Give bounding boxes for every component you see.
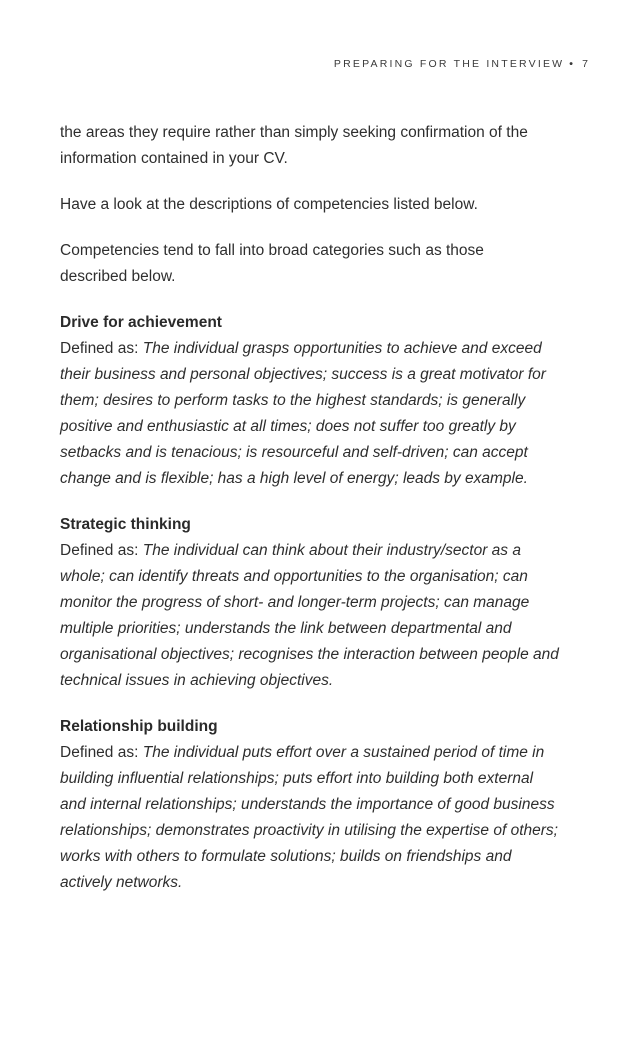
definition-text: relationships; demonstrates proactivity in utilising the expertise of others; xyxy=(60,822,558,839)
definition-text: change and is flexible; has a high level of energy; leads by example. xyxy=(60,470,528,487)
defined-as-label: Defined as: xyxy=(60,744,139,761)
definition-line xyxy=(60,590,600,616)
text-line: the areas they require rather than simply seeking confirmation of the xyxy=(60,124,528,141)
definition-line xyxy=(60,668,600,694)
running-title: PREPARING FOR THE INTERVIEW xyxy=(333,58,565,70)
page-number: 7 xyxy=(582,58,588,70)
definition-line xyxy=(60,388,600,414)
definition-line xyxy=(60,564,600,590)
definition-text: them; desires to perform tasks to the highest standards; is generally xyxy=(60,392,526,409)
text-line: information contained in your CV. xyxy=(60,150,288,167)
intro-paragraph xyxy=(60,192,600,218)
definition-line xyxy=(60,362,600,388)
definition-line xyxy=(60,642,600,668)
competency-section xyxy=(60,512,600,694)
definition-text: The individual can think about their industry/sector as a xyxy=(142,542,521,559)
text-line: Have a look at the descriptions of competencies listed below. xyxy=(60,196,478,213)
definition-text: works with others to formulate solutions; builds on friendships and xyxy=(60,848,512,865)
definition-text: organisational objectives; recognises the interaction between people and xyxy=(60,646,559,663)
definition-line xyxy=(60,440,600,466)
intro-paragraph xyxy=(60,120,600,172)
definition-text: actively networks. xyxy=(60,874,183,891)
definition-line xyxy=(60,844,600,870)
intro-paragraph xyxy=(60,238,600,290)
defined-as-label: Defined as: xyxy=(60,340,139,357)
definition-line xyxy=(60,414,600,440)
definition-text: setbacks and is tenacious; is resourceful and self-driven; can accept xyxy=(60,444,528,461)
definition-line xyxy=(60,336,600,362)
definition-text: multiple priorities; understands the link between departmental and xyxy=(60,620,512,637)
competency-sections xyxy=(60,310,600,896)
competency-section xyxy=(60,714,600,896)
text-line: described below. xyxy=(60,268,176,285)
definition-text: positive and enthusiastic at all times; does not suffer too greatly by xyxy=(60,418,516,435)
definition-line xyxy=(60,740,600,766)
running-header xyxy=(334,58,588,70)
competency-definition xyxy=(60,336,600,492)
definition-line xyxy=(60,792,600,818)
definition-text: their business and personal objectives; success is a great motivator for xyxy=(60,366,546,383)
competency-heading: Relationship building xyxy=(60,718,218,735)
defined-as-label: Defined as: xyxy=(60,542,139,559)
intro-paragraphs xyxy=(60,120,600,290)
definition-line xyxy=(60,538,600,564)
competency-section xyxy=(60,310,600,492)
header-separator: • xyxy=(569,58,576,70)
definition-line xyxy=(60,870,600,896)
definition-line xyxy=(60,466,600,492)
competency-heading: Strategic thinking xyxy=(60,516,191,533)
definition-line xyxy=(60,616,600,642)
definition-text: building influential relationships; puts effort into building both external xyxy=(60,770,534,787)
definition-text: monitor the progress of short- and longer-term projects; can manage xyxy=(60,594,530,611)
body-text xyxy=(60,120,600,916)
definition-text: The individual grasps opportunities to achieve and exceed xyxy=(142,340,542,357)
competency-heading: Drive for achievement xyxy=(60,314,222,331)
definition-text: whole; can identify threats and opportunities to the organisation; can xyxy=(60,568,528,585)
definition-line xyxy=(60,818,600,844)
text-line: Competencies tend to fall into broad categories such as those xyxy=(60,242,484,259)
competency-definition xyxy=(60,538,600,694)
definition-text: and internal relationships; understands the importance of good business xyxy=(60,796,555,813)
definition-text: The individual puts effort over a sustained period of time in xyxy=(142,744,545,761)
definition-text: technical issues in achieving objectives. xyxy=(60,672,334,689)
competency-definition xyxy=(60,740,600,896)
definition-line xyxy=(60,766,600,792)
